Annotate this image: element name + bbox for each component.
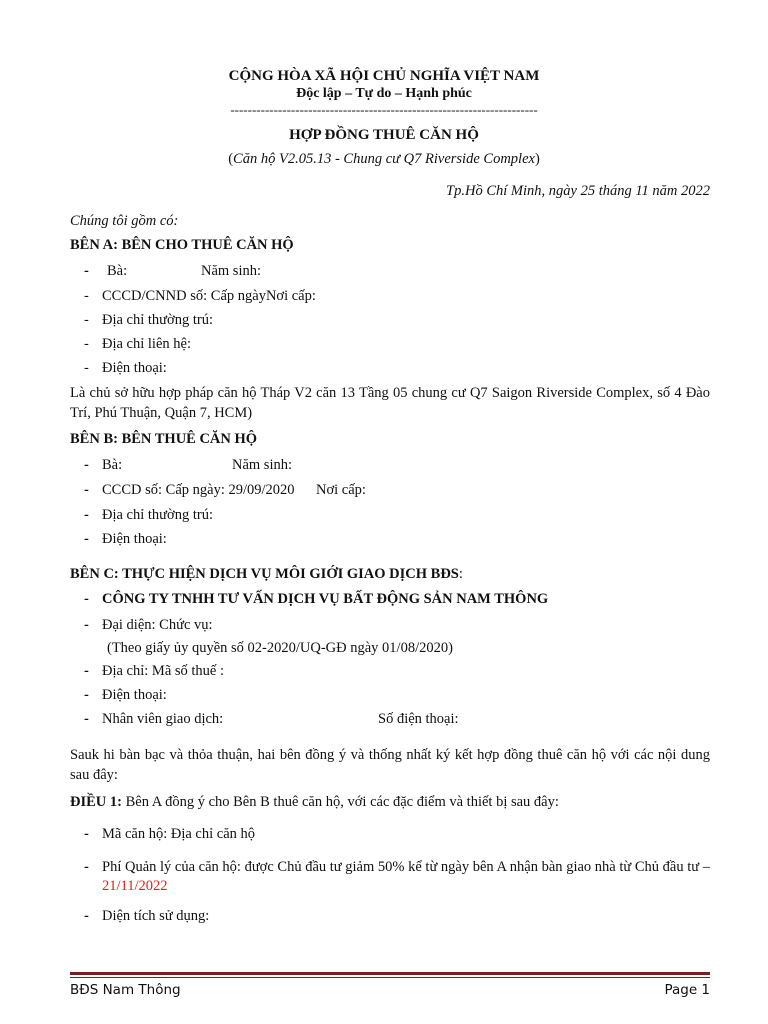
party-b-phone: Điện thoại: bbox=[102, 531, 167, 547]
article-1-fee bbox=[102, 858, 710, 896]
bullet: - bbox=[84, 531, 89, 547]
contract-subtitle bbox=[0, 151, 768, 168]
bullet: - bbox=[84, 591, 89, 607]
party-b-address-perm: Địa chỉ thường trú: bbox=[102, 507, 213, 523]
party-c-staff-phone: Số điện thoại: bbox=[378, 711, 459, 727]
date-place: Tp.Hồ Chí Minh, ngày 25 tháng 11 năm 2022 bbox=[446, 183, 710, 199]
party-a-birth-label: Năm sinh: bbox=[201, 263, 262, 279]
party-c-heading-text: BÊN C: THỰC HIỆN DỊCH VỤ MÔI GIỚI GIAO DỊCH BĐS bbox=[70, 566, 459, 582]
party-a-address-contact: Địa chỉ liên hệ: bbox=[102, 336, 191, 352]
article-1-text: Bên A đồng ý cho Bên B thuê căn hộ, với các đặc điểm và thiết bị sau đây: bbox=[121, 794, 559, 810]
bullet: - bbox=[84, 288, 89, 304]
party-c-phone: Điện thoại: bbox=[102, 687, 167, 703]
bullet: - bbox=[84, 360, 89, 376]
bullet: - bbox=[84, 711, 89, 727]
article-1-area: Diện tích sử dụng: bbox=[102, 908, 210, 924]
party-a-address-perm: Địa chỉ thường trú: bbox=[102, 312, 213, 328]
bullet: - bbox=[84, 336, 89, 352]
bullet: - bbox=[84, 826, 89, 842]
footer-page-number: Page 1 bbox=[664, 982, 710, 998]
subtitle-open: ( bbox=[228, 151, 234, 167]
agreement-paragraph: Sauk hi bàn bạc và thỏa thuận, hai bên đồng ý và thống nhất ký kết hợp đồng thuê căn hộ với các nội dung sau đây: bbox=[70, 747, 710, 783]
party-b-issue-place: Nơi cấp: bbox=[316, 482, 366, 498]
party-c-staff: Nhân viên giao dịch: bbox=[102, 711, 224, 727]
party-b-heading: BÊN B: BÊN THUÊ CĂN HỘ bbox=[70, 431, 258, 447]
party-c-representative: Đại diện: Chức vụ: bbox=[102, 617, 213, 633]
article-1-code: Mã căn hộ: Địa chỉ căn hộ bbox=[102, 826, 256, 842]
separator-line: ----------------------------------------------------------------------- bbox=[230, 102, 538, 117]
party-c-heading-colon: : bbox=[458, 566, 463, 582]
footer-rule-thin bbox=[70, 977, 710, 978]
subtitle-close: ) bbox=[534, 151, 540, 167]
bullet: - bbox=[84, 663, 89, 679]
party-a-id-line: CCCD/CNND số: Cấp ngàyNơi cấp: bbox=[102, 288, 316, 304]
contract-title: HỢP ĐỒNG THUÊ CĂN HỘ bbox=[289, 127, 479, 143]
party-a-phone: Điện thoại: bbox=[102, 360, 167, 376]
footer-rule-thick bbox=[70, 972, 710, 975]
bullet: - bbox=[84, 507, 89, 523]
bullet: - bbox=[84, 859, 89, 875]
subtitle-text: Căn hộ V2.05.13 - Chung cư Q7 Riverside Complex bbox=[233, 151, 535, 167]
article-1-fee-text: Phí Quản lý của căn hộ: được Chủ đầu tư giảm 50% kể từ ngày bên A nhận bàn giao nhà từ Chủ đầu tư – bbox=[102, 859, 710, 875]
bullet: - bbox=[84, 263, 89, 279]
article-1-label: ĐIỀU 1: bbox=[70, 794, 122, 810]
intro-text: Chúng tôi gồm có: bbox=[70, 213, 179, 229]
bullet: - bbox=[84, 908, 89, 924]
bullet: - bbox=[84, 617, 89, 633]
bullet: - bbox=[84, 482, 89, 498]
party-a-name-row bbox=[84, 263, 89, 280]
party-c-heading bbox=[70, 566, 463, 583]
article-1 bbox=[70, 794, 559, 811]
party-c-address-tax: Địa chỉ: Mã số thuế : bbox=[102, 663, 225, 679]
bullet: - bbox=[84, 312, 89, 328]
country-heading: CỘNG HÒA XÃ HỘI CHỦ NGHĨA VIỆT NAM bbox=[228, 68, 540, 84]
party-c-authorization: (Theo giấy ủy quyền số 02-2020/UQ-GĐ ngày 01/08/2020) bbox=[107, 640, 453, 656]
party-a-heading: BÊN A: BÊN CHO THUÊ CĂN HỘ bbox=[70, 237, 294, 253]
party-b-id-line: CCCD số: Cấp ngày: 29/09/2020 bbox=[102, 482, 295, 498]
motto: Độc lập – Tự do – Hạnh phúc bbox=[296, 86, 472, 101]
party-c-company: CÔNG TY TNHH TƯ VẤN DỊCH VỤ BẤT ĐỘNG SẢN NAM THÔNG bbox=[102, 591, 549, 607]
footer-company: BĐS Nam Thông bbox=[70, 982, 181, 998]
party-a-ownership: Là chủ sở hữu hợp pháp căn hộ Tháp V2 căn 13 Tầng 05 chung cư Q7 Saigon Riverside Complex, số 4 Đào Trí, Phú Thuận, Quận 7, HCM) bbox=[70, 385, 710, 421]
bullet: - bbox=[84, 687, 89, 703]
party-a-name-label: Bà: bbox=[107, 263, 128, 279]
party-b-birth-label: Năm sinh: bbox=[232, 457, 293, 473]
party-b-name-label: Bà: bbox=[102, 457, 123, 473]
article-1-fee-date: 21/11/2022 bbox=[102, 878, 168, 894]
bullet: - bbox=[84, 457, 89, 473]
